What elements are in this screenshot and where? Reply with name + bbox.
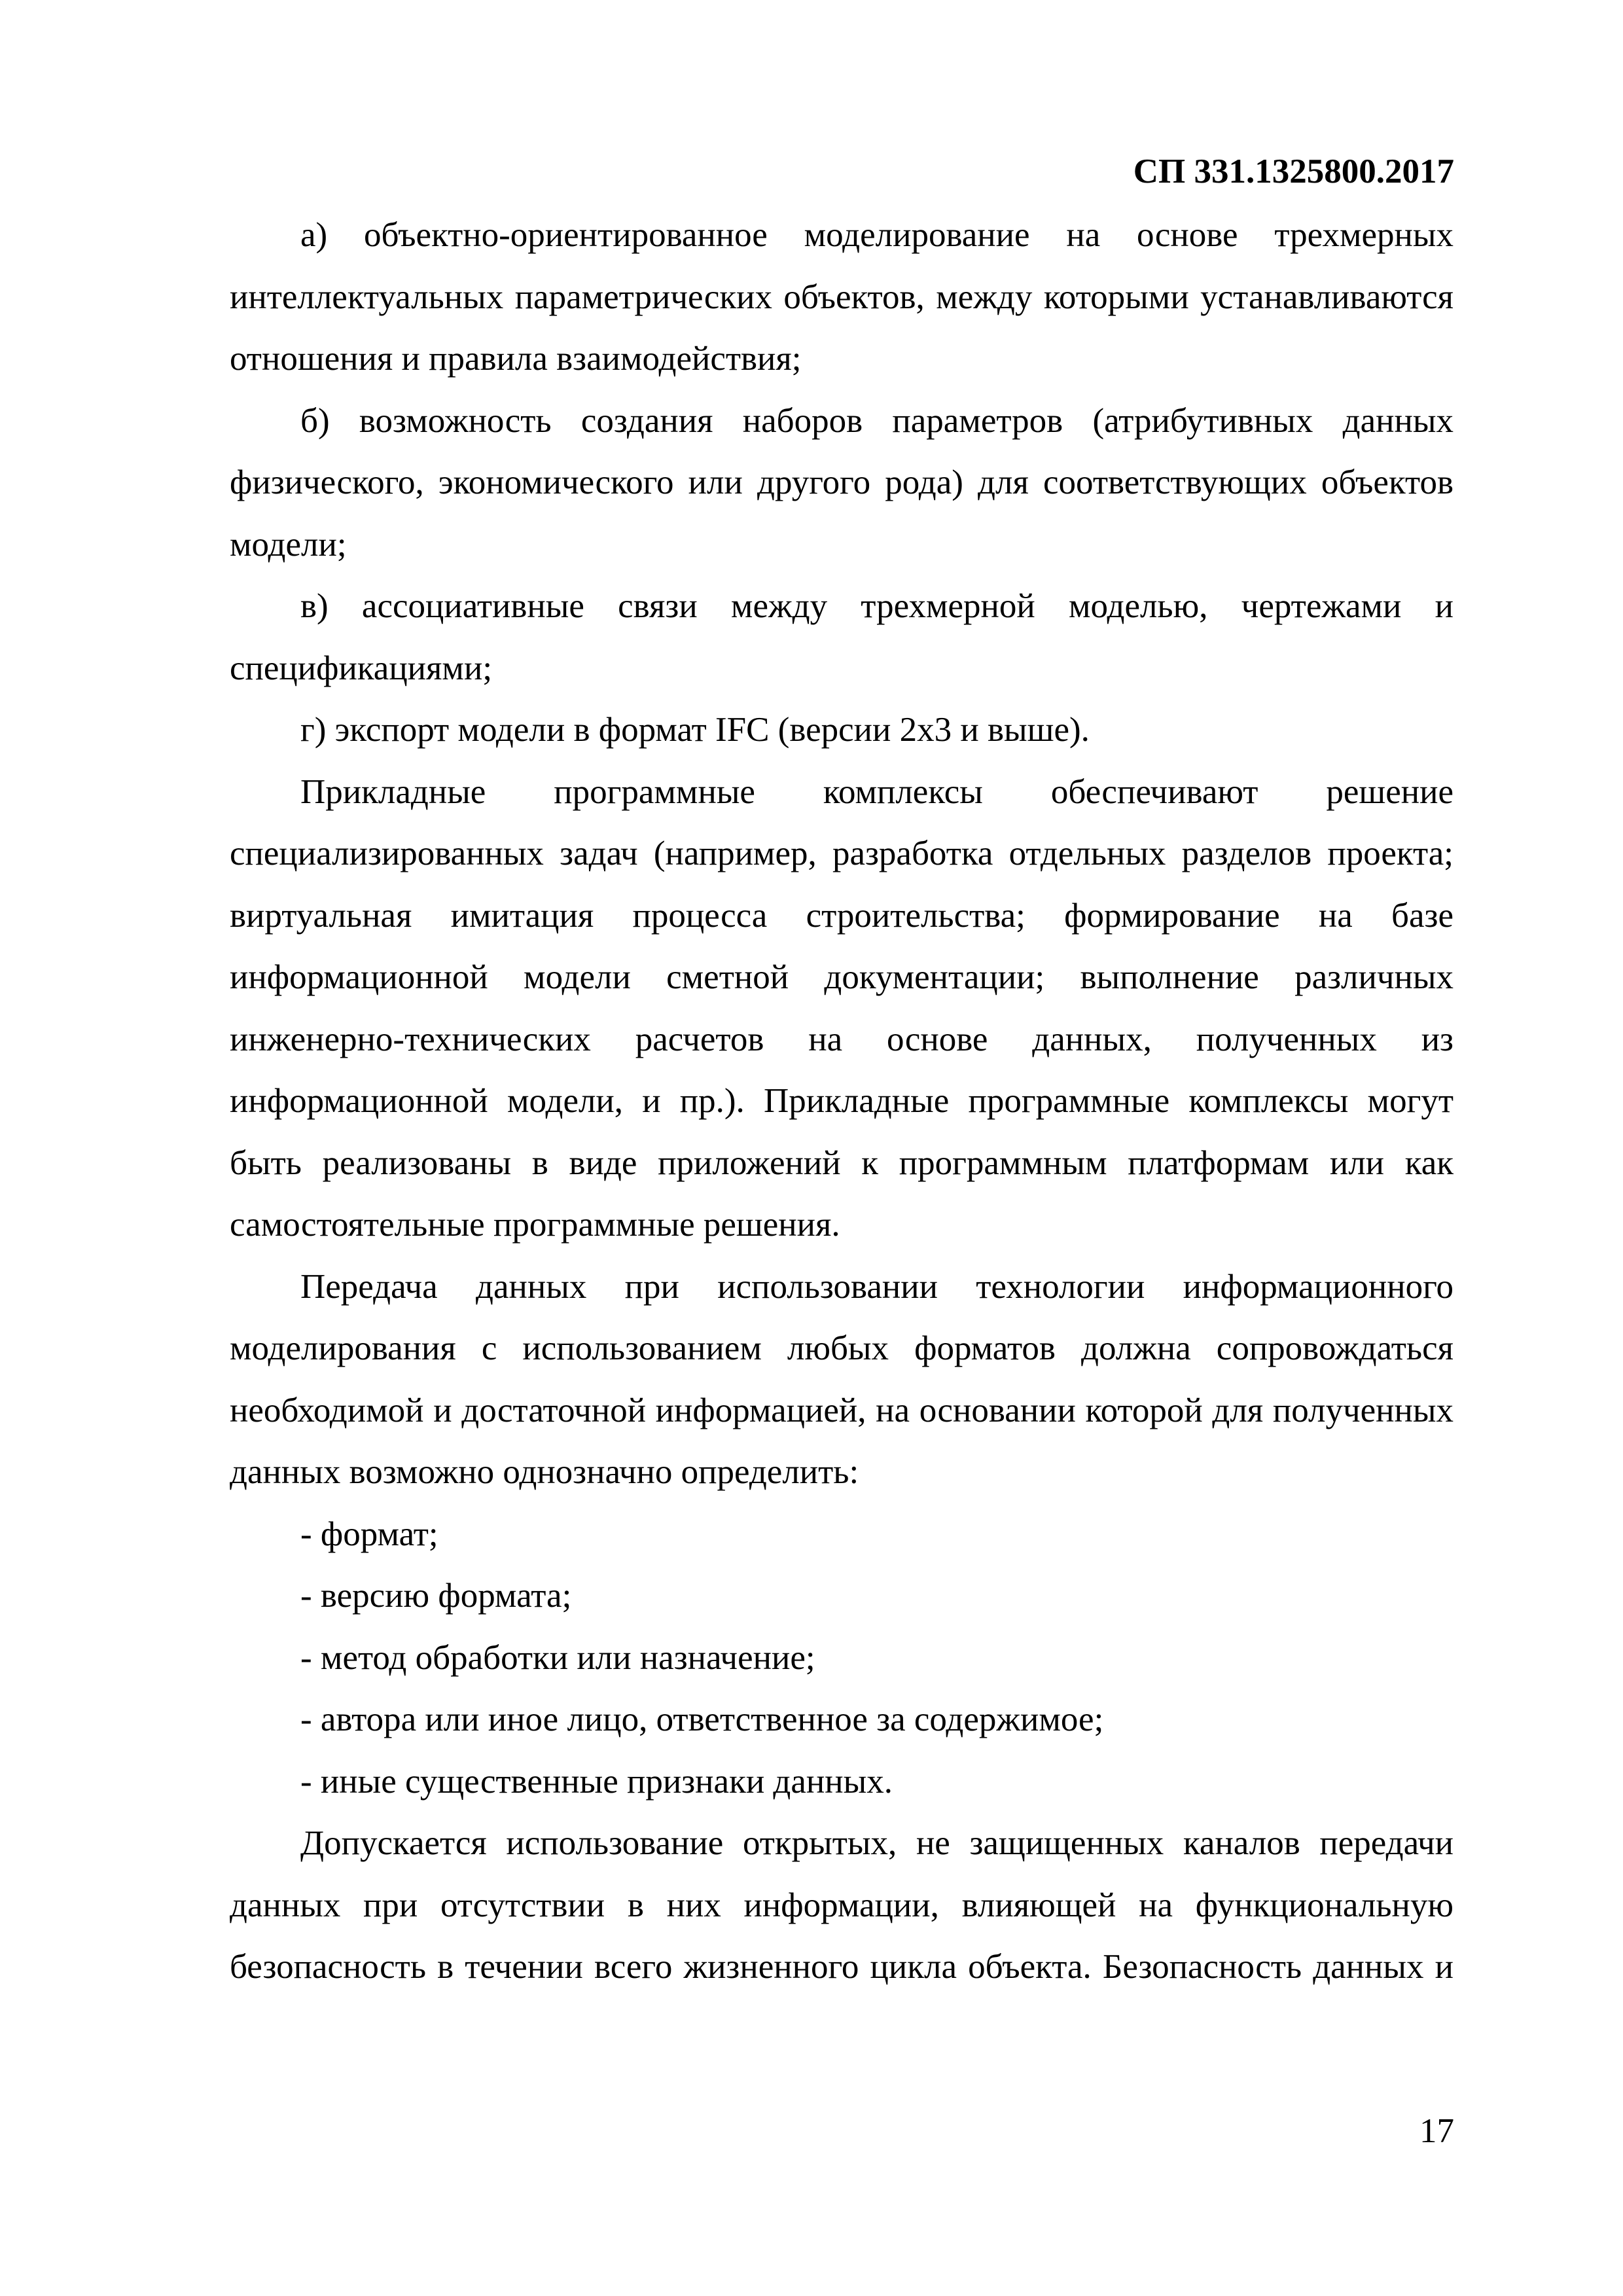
list-item-format-version: - версию формата; <box>300 1577 572 1615</box>
paragraph-item-g: г) экспорт модели в формат IFC (версии 2x3 и выше). <box>300 711 1090 749</box>
list-item-other-attributes: - иные существенные признаки данных. <box>300 1762 893 1801</box>
document-code-header: СП 331.1325800.2017 <box>1133 152 1454 190</box>
paragraph-applied-software: Прикладные программные комплексы обеспечивают решение специализированных задач (например, разработка отдельных разделов проекта; виртуальная имитация процесса строительства; формирование на базе информационной модели сметной документации; выполнение различных инженерно-технических расчетов на основе данных, полученных из информационной модели, и пр.). Прикладные программные комплексы могут быть реализованы в виде приложений к программным платформам или как самостоятельные программные решения. <box>230 772 1454 1244</box>
paragraph-open-channels: Допускается использование открытых, не защищенных каналов передачи данных при отсутствии в них информации, влияющей на функциональную безопасность в течении всего жизненного цикла объекта. Безопасность данных и <box>230 1824 1454 1986</box>
paragraph-item-a: а) объектно-ориентированное моделирование на основе трехмерных интеллектуальных параметрических объектов, между которыми устанавливаются отношения и правила взаимодействия; <box>230 216 1454 378</box>
paragraph-item-v: в) ассоциативные связи между трехмерной моделью, чертежами и спецификациями; <box>230 587 1454 687</box>
list-item-author: - автора или иное лицо, ответственное за содержимое; <box>300 1700 1104 1738</box>
page-number: 17 <box>1419 2112 1454 2150</box>
paragraph-item-b: б) возможность создания наборов параметров (атрибутивных данных физического, экономического или другого рода) для соответствующих объектов модели; <box>230 401 1454 564</box>
list-item-processing-method: - метод обработки или назначение; <box>300 1638 815 1677</box>
paragraph-data-transfer: Передача данных при использовании технологии информационного моделирования с использованием любых форматов должна сопровождаться необходимой и достаточной информацией, на основании которой для полученных данных возможно однозначно определить: <box>230 1267 1454 1491</box>
list-item-format: - формат; <box>300 1515 438 1553</box>
page-body <box>230 204 1454 1998</box>
